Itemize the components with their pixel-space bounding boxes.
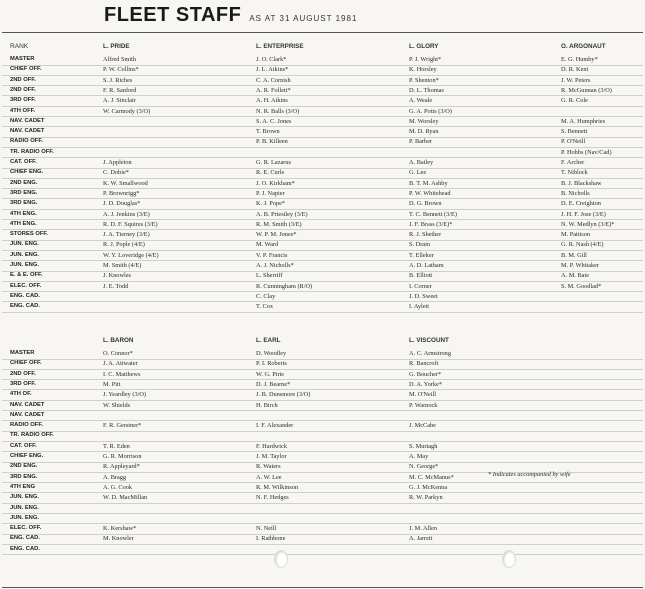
staff-name: P. Shenton* xyxy=(409,76,439,84)
staff-name: A. M. Bate xyxy=(561,272,589,280)
staff-name: N. George* xyxy=(409,463,439,471)
staff-name: W. Shields xyxy=(103,401,131,409)
table-row xyxy=(2,210,643,221)
rank-label: 2ND OFF. xyxy=(10,370,36,377)
table-row xyxy=(2,199,643,210)
staff-name: F. R. Sanford xyxy=(103,86,137,94)
rank-label: NAV. CADET xyxy=(10,411,45,418)
staff-name: D. A. Yorke* xyxy=(409,380,443,388)
rank-label: 4TH ENG. xyxy=(10,210,37,217)
staff-name: P. O'Neill xyxy=(561,138,586,146)
table-row xyxy=(2,504,643,515)
staff-name: F. Archer xyxy=(561,159,585,166)
staff-name: W. Carmody (3/O) xyxy=(103,107,151,115)
staff-name: R. McGunnan (3/O) xyxy=(561,86,612,94)
table-row xyxy=(2,302,643,313)
rank-label: 3RD ENG. xyxy=(10,200,38,207)
rank-label: JUN. ENG. xyxy=(10,241,39,248)
table-row xyxy=(2,137,643,148)
staff-name: A. Jarrett xyxy=(409,535,433,543)
ship-header: O. ARGONAUT xyxy=(561,43,606,50)
staff-name: G. R. Lazarus xyxy=(256,159,291,166)
rank-label: 3RD OFF. xyxy=(10,97,36,104)
staff-name: J. M. Taylor xyxy=(256,453,287,460)
staff-name: P. B. Killeen xyxy=(256,138,288,146)
staff-name: J. F. Brass (3/E)* xyxy=(409,220,453,228)
staff-name: W. G. Pirie xyxy=(256,370,285,378)
staff-name: A. W. Lee xyxy=(256,473,282,481)
staff-name: J. A. Tierney (3/E) xyxy=(103,231,150,239)
staff-name: R. Bancroft xyxy=(409,360,439,368)
rank-label: RADIO OFF. xyxy=(10,422,43,429)
staff-name: R. D. F. Squires (3/E) xyxy=(103,220,158,228)
table-row xyxy=(2,158,643,169)
staff-name: B. Nicholls xyxy=(561,189,590,197)
staff-name: A. Weale xyxy=(409,97,433,105)
staff-name: I. F. Alexander xyxy=(256,422,294,430)
staff-name: K. Horsley xyxy=(409,66,437,74)
staff-name: S. A. C. Jones xyxy=(256,117,292,125)
table-row xyxy=(2,483,643,494)
staff-name: W. D. MacMillan xyxy=(103,494,148,502)
table-row xyxy=(2,55,643,66)
staff-name: J. E. Todd xyxy=(103,282,129,290)
staff-name: S. M. Goodlad* xyxy=(561,282,602,290)
staff-name: J. McCabe xyxy=(409,422,436,430)
staff-name: R. J. Shether xyxy=(409,231,442,239)
ship-header: L. GLORY xyxy=(409,43,439,50)
staff-name: E. G. Humby* xyxy=(561,56,598,63)
staff-name: K. Kershaw* xyxy=(103,525,137,533)
staff-name: M. Worsley xyxy=(409,117,439,125)
table-row xyxy=(2,292,643,303)
section-header xyxy=(2,33,643,55)
rank-label: CHIEF ENG. xyxy=(10,169,44,176)
staff-name: D. R. Kent xyxy=(561,66,589,74)
staff-name: T. C. Bennett (3/E) xyxy=(409,210,457,218)
table-row xyxy=(2,220,643,231)
table-row xyxy=(2,179,643,190)
staff-name: H. Birch xyxy=(256,401,278,409)
staff-name: R. W. Parkyn xyxy=(409,494,443,502)
rank-label: MASTER xyxy=(10,350,35,356)
staff-name: D. J. Bearne* xyxy=(256,380,291,388)
rank-label: JUN. ENG. xyxy=(10,514,39,521)
staff-name: T. Brown xyxy=(256,128,280,136)
staff-name: G. R. Cole xyxy=(561,97,588,105)
fleet-staff-sheet xyxy=(2,32,643,588)
staff-name: S. J. Riches xyxy=(103,76,133,84)
table-row xyxy=(2,189,643,200)
staff-name: N. W. Medlyn (3/E)* xyxy=(561,220,615,228)
table-row xyxy=(2,421,643,432)
staff-name: K. J. Pope* xyxy=(256,200,286,208)
staff-name: S. Bennett xyxy=(561,128,588,136)
rank-label: ENG. CAD. xyxy=(10,303,40,310)
staff-name: J. Appleton xyxy=(103,159,132,166)
rank-label: 2ND OFF. xyxy=(10,86,36,93)
table-row xyxy=(2,65,643,76)
rank-label: STORES OFF. xyxy=(10,231,48,238)
ship-header: L. BARON xyxy=(103,337,134,344)
rank-label: 2ND ENG. xyxy=(10,463,38,470)
table-row xyxy=(2,390,643,401)
table-row xyxy=(2,271,643,282)
rank-label: NAV. CADET xyxy=(10,117,45,124)
staff-name: M. Pattison xyxy=(561,231,591,239)
staff-name: M. Smith (4/E) xyxy=(103,262,142,269)
punch-hole xyxy=(502,550,516,568)
staff-name: J. Yeardley (3/O) xyxy=(103,391,147,399)
staff-name: I. C. Matthews xyxy=(103,370,141,378)
table-row xyxy=(2,282,643,293)
staff-name: N. Neill xyxy=(256,525,277,533)
table-row xyxy=(2,148,643,159)
staff-name: G. R. Morrison xyxy=(103,453,142,460)
staff-name: M. P. Whitaker xyxy=(561,262,600,269)
table-row xyxy=(2,86,643,97)
table-row xyxy=(2,168,643,179)
staff-name: M. Ward xyxy=(256,241,279,249)
table-row xyxy=(2,230,643,241)
staff-name: D. L. Thomas xyxy=(409,86,444,94)
rank-label: NAV. CADET xyxy=(10,128,45,135)
staff-name: J. L. Atkins* xyxy=(256,66,289,74)
rank-label: CAT. OFF. xyxy=(10,159,37,165)
rank-label: 2ND OFF. xyxy=(10,76,36,83)
table-row xyxy=(2,107,643,118)
rank-label: ENG. CAD. xyxy=(10,535,40,542)
staff-name: R. Cunningham (R/O) xyxy=(256,282,313,290)
staff-name: V. P. Francis xyxy=(256,251,288,259)
table-row xyxy=(2,96,643,107)
staff-name: J. B. Dunsmore (3/O) xyxy=(256,391,311,399)
staff-name: P. W. Whitehead xyxy=(409,189,451,197)
staff-name: P. W. Collins* xyxy=(103,66,139,74)
table-row xyxy=(2,524,643,535)
staff-name: J. M. Allen xyxy=(409,525,437,533)
table-row xyxy=(2,514,643,525)
rank-label: 3RD ENG. xyxy=(10,189,38,196)
staff-name: S. Murtagh xyxy=(409,442,438,450)
staff-name: G. Boucher* xyxy=(409,370,442,378)
staff-name: S. Drain xyxy=(409,241,430,249)
staff-name: P. Barber xyxy=(409,138,433,146)
staff-name: T. R. Eden xyxy=(103,442,130,450)
table-row xyxy=(2,261,643,272)
ship-header: L. ENTERPRISE xyxy=(256,43,304,50)
staff-name: J. H. F. Jose (3/E) xyxy=(561,210,606,218)
table-row xyxy=(2,411,643,422)
staff-name: N. R. Balls (3/O) xyxy=(256,107,300,115)
table-row xyxy=(2,127,643,138)
rank-label: ELEC. OFF. xyxy=(10,282,42,289)
staff-name: D. G. Brown xyxy=(409,200,442,208)
staff-name: R. M. Wilkinson xyxy=(256,483,298,491)
rank-label: 3RD OFF. xyxy=(10,380,36,387)
staff-name: N. F. Hedges xyxy=(256,494,289,502)
staff-name: A. J. Nicholls* xyxy=(256,262,294,269)
staff-name: R. M. Smith (3/E) xyxy=(256,220,302,228)
staff-name: C. Dobie* xyxy=(103,169,129,177)
page-title: FLEET STAFF xyxy=(104,4,242,26)
table-row xyxy=(2,240,643,251)
staff-name: R. Waters xyxy=(256,463,281,471)
staff-name: O. Connor* xyxy=(103,350,133,357)
staff-name: M. Knowler xyxy=(103,535,134,543)
staff-name: A. D. Latham xyxy=(409,262,444,269)
staff-name: W. Y. Loveridge (4/E) xyxy=(103,251,159,259)
staff-name: A. R. Follett* xyxy=(256,86,291,94)
rank-label: TR. RADIO OFF. xyxy=(10,432,54,439)
staff-name: G. R. Nash (4/E) xyxy=(561,241,604,249)
rank-column-header: RANK xyxy=(10,43,29,50)
table-row xyxy=(2,493,643,504)
staff-name: R. J. Pople (4/E) xyxy=(103,241,145,249)
staff-name: B. Elliott xyxy=(409,272,433,280)
table-row xyxy=(2,401,643,412)
staff-name: A. Bailey xyxy=(409,159,434,166)
staff-name: P. I. Roberts xyxy=(256,360,287,368)
rank-label: 2ND ENG. xyxy=(10,179,38,186)
rank-label: 4TH ENG. xyxy=(10,220,37,227)
staff-name: P. J. Napier xyxy=(256,189,285,197)
staff-name: P. Hobbs (Nav/Cad) xyxy=(561,148,612,156)
staff-name: J. O. Kirkham* xyxy=(256,179,295,187)
table-row xyxy=(2,76,643,87)
rank-label: ELEC. OFF. xyxy=(10,525,42,532)
staff-name: D. E. Creighton xyxy=(561,200,601,208)
page-subtitle: AS AT 31 AUGUST 1981 xyxy=(249,14,358,23)
staff-name: T. Niblock xyxy=(561,169,588,177)
footnote: * Indicates accompanied by wife xyxy=(488,471,571,478)
rank-label: JUN. ENG. xyxy=(10,251,39,258)
staff-name: B. T. M. Ashby xyxy=(409,179,448,187)
ship-header: L. EARL xyxy=(256,337,281,344)
staff-name: M. Pitt xyxy=(103,380,121,388)
staff-name: A. J. Sinclair xyxy=(103,97,136,105)
staff-name: M. O'Neill xyxy=(409,391,437,399)
staff-name: C. A. Cornish xyxy=(256,76,291,84)
staff-name: G. J. McKenna xyxy=(409,483,448,491)
staff-name: J. D. Douglas* xyxy=(103,200,141,208)
staff-name: P. Warnock xyxy=(409,401,438,409)
staff-name: M. C. McManus* xyxy=(409,473,454,481)
staff-name: I. Rathbone xyxy=(256,535,286,543)
rank-label: CHIEF OFF. xyxy=(10,66,42,73)
rank-label: RADIO OFF. xyxy=(10,138,43,145)
staff-name: R. Appleyard* xyxy=(103,463,140,471)
rank-label: 4TH ENG xyxy=(10,483,36,490)
rank-label: CAT. OFF. xyxy=(10,442,37,449)
staff-name: Alfred Smith xyxy=(103,56,137,63)
staff-name: G. A. Potts (3/O) xyxy=(409,107,452,115)
rank-label: NAV. CADET xyxy=(10,401,45,408)
table-row xyxy=(2,380,643,391)
staff-name: K. W. Smallwood xyxy=(103,179,148,187)
staff-name: A. Bragg xyxy=(103,473,127,481)
table-row xyxy=(2,452,643,463)
ship-header: L. VISCOUNT xyxy=(409,337,449,344)
staff-name: P. Brownrigg* xyxy=(103,189,140,197)
staff-name: C. Clay xyxy=(256,292,276,300)
staff-name: M. A. Humphries xyxy=(561,117,606,125)
rank-label: ENG. CAD. xyxy=(10,545,40,552)
staff-name: A. J. Jenkins (3/E) xyxy=(103,210,150,218)
staff-name: F. Hardwick xyxy=(256,442,287,450)
staff-name: B. M. Gill xyxy=(561,251,587,259)
staff-name: L. Sherriff xyxy=(256,272,283,280)
table-row xyxy=(2,370,643,381)
staff-name: J. A. Attwater xyxy=(103,360,138,368)
staff-name: D. Woodley xyxy=(256,350,287,357)
rank-label: 3RD ENG. xyxy=(10,473,38,480)
staff-name: W. P. M. Jones* xyxy=(256,231,297,239)
rank-label: CHIEF OFF. xyxy=(10,360,42,367)
rank-label: 4TH OF. xyxy=(10,391,32,398)
staff-name: J. D. Sweet xyxy=(409,292,438,300)
staff-name: F. R. Gerstner* xyxy=(103,422,142,430)
staff-name: J. Knowles xyxy=(103,272,131,280)
table-row xyxy=(2,359,643,370)
staff-name: P. J. Wright* xyxy=(409,56,442,63)
staff-name: J. W. Peters xyxy=(561,76,591,84)
staff-name: A. C. Armstrong xyxy=(409,350,451,357)
table-row xyxy=(2,117,643,128)
rank-label: MASTER xyxy=(10,56,35,62)
staff-name: M. D. Ryan xyxy=(409,128,439,136)
table-row xyxy=(2,251,643,262)
staff-name: A. G. Cook xyxy=(103,483,133,491)
staff-name: G. Lee xyxy=(409,169,427,177)
rank-label: JUN. ENG. xyxy=(10,262,39,268)
staff-name: A. B. Priestley (3/E) xyxy=(256,210,308,218)
rank-label: 4TH OFF. xyxy=(10,107,36,114)
rank-label: ENG. CAD. xyxy=(10,292,40,299)
staff-name: T. Elleker xyxy=(409,251,434,259)
staff-name: I. Aylett xyxy=(409,303,430,311)
table-row xyxy=(2,431,643,442)
staff-name: B. J. Blackshaw xyxy=(561,179,602,187)
staff-name: R. E. Curle xyxy=(256,169,285,177)
staff-name: J. O. Clark* xyxy=(256,56,287,63)
rank-label: JUN. ENG. xyxy=(10,504,39,511)
staff-name: A. May xyxy=(409,453,429,460)
rank-label: JUN. ENG. xyxy=(10,494,39,501)
staff-name: A. H. Atkins xyxy=(256,97,288,105)
table-row xyxy=(2,545,643,556)
rank-label: CHIEF ENG. xyxy=(10,453,44,459)
section-header xyxy=(2,327,643,349)
staff-name: I. Corner xyxy=(409,282,432,290)
page-header xyxy=(104,4,357,27)
table-row xyxy=(2,442,643,453)
rank-label: TR. RADIO OFF. xyxy=(10,148,54,155)
table-row xyxy=(2,349,643,360)
ship-header: L. PRIDE xyxy=(103,43,130,50)
table-row xyxy=(2,534,643,545)
staff-name: T. Cox xyxy=(256,303,274,311)
punch-hole xyxy=(274,550,288,568)
rank-label: E. & E. OFF. xyxy=(10,272,43,279)
